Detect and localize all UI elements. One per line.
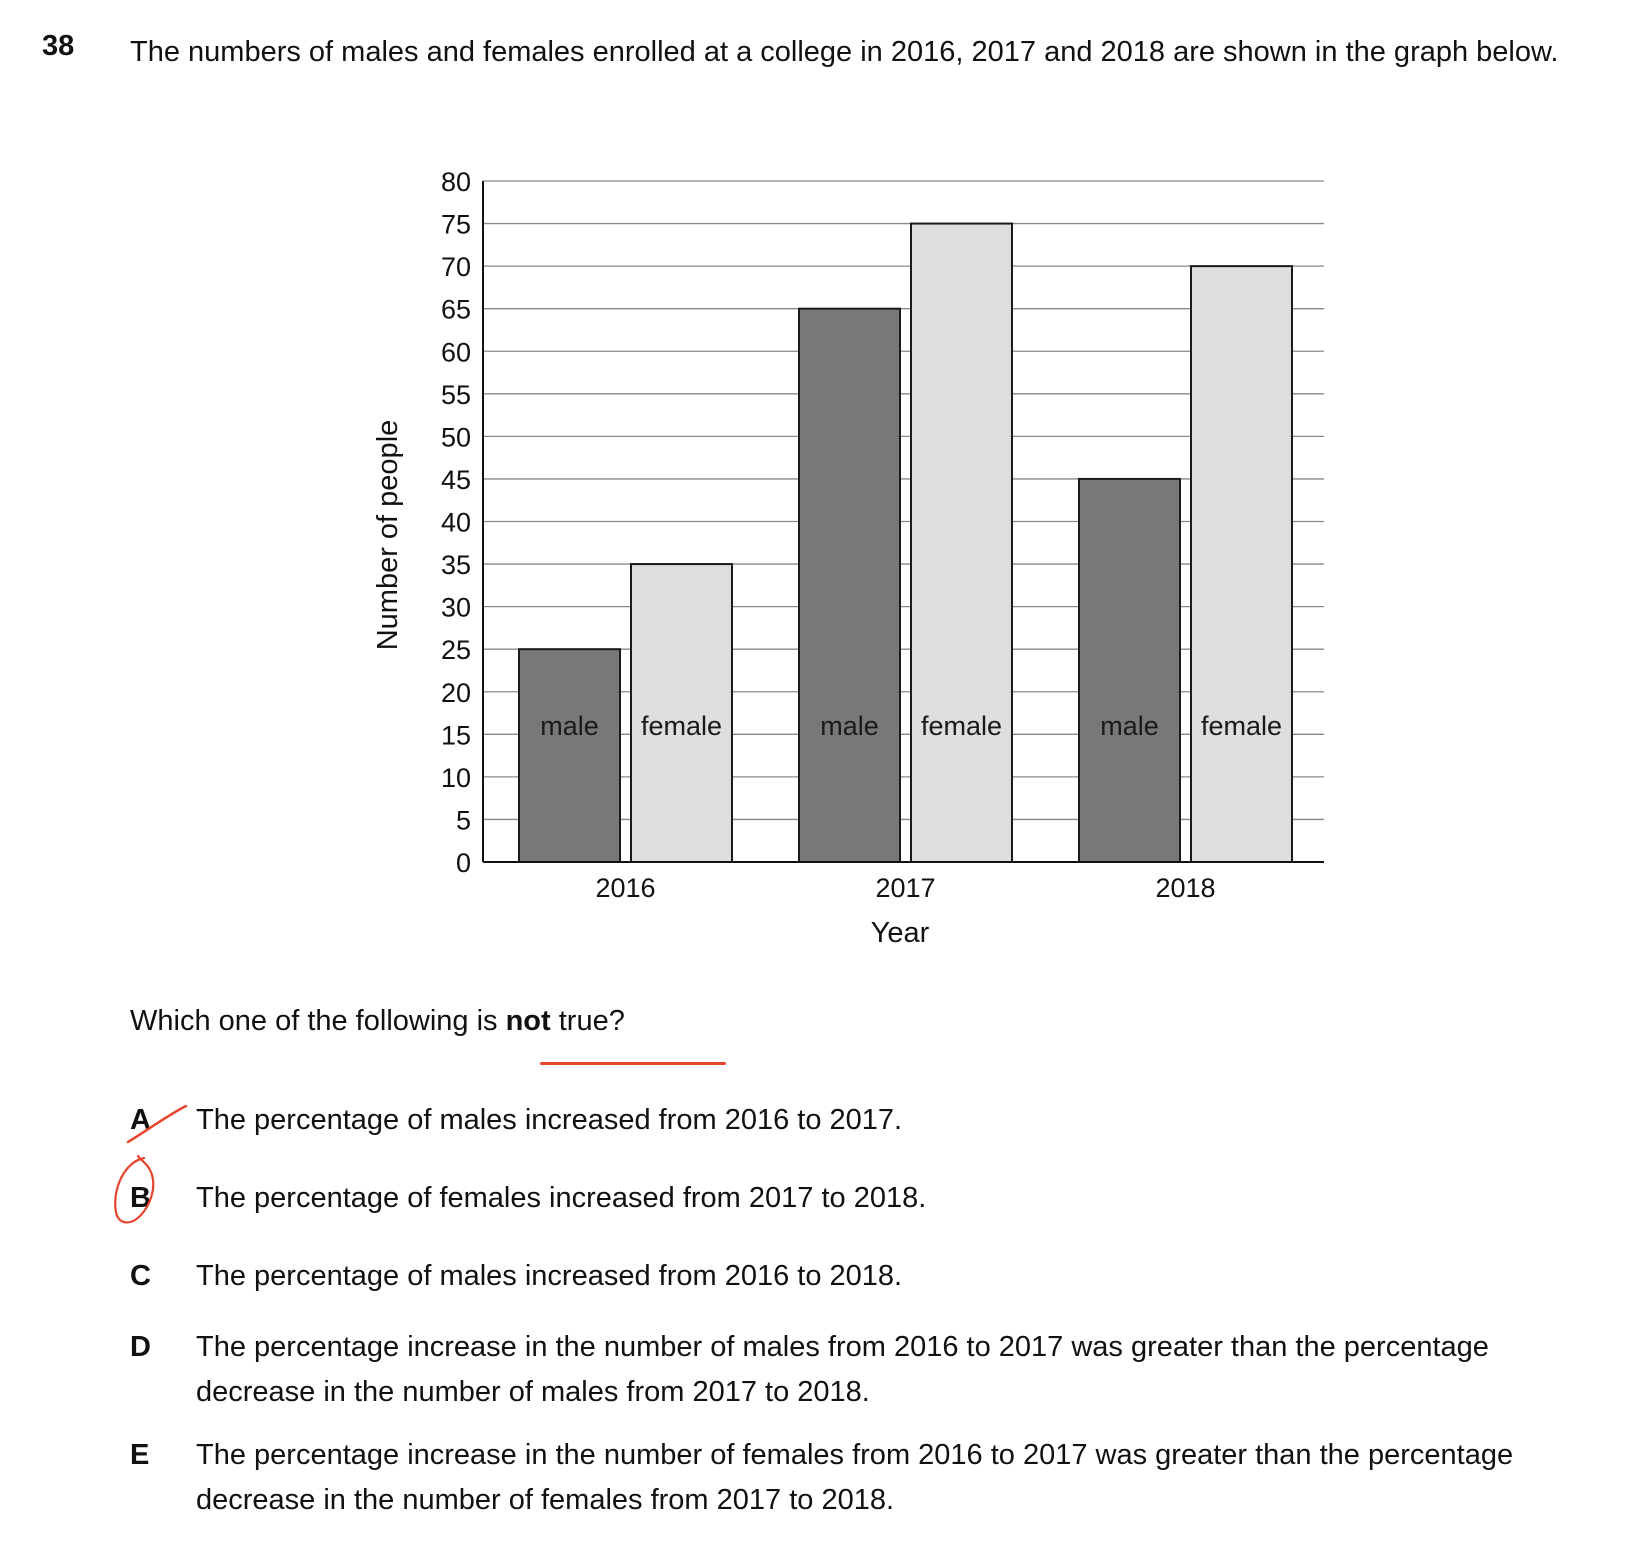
bar-label: male <box>820 711 879 741</box>
option-text: The percentage of females increased from 2017 to 2018. <box>196 1182 927 1214</box>
y-tick-label: 10 <box>440 762 471 793</box>
x-axis-label: Year <box>870 917 930 949</box>
option-text: The percentage of males increased from 2016 to 2018. <box>196 1260 903 1292</box>
y-tick-label: 15 <box>440 720 471 751</box>
option-text: The percentage increase in the number of males from 2016 to 2017 was greater than the percentage decrease in the number of males from 2017 to 2018. <box>196 1331 1489 1408</box>
y-tick-label: 50 <box>440 422 471 453</box>
option-letter: C <box>130 1260 151 1292</box>
y-tick-label: 5 <box>455 805 471 836</box>
bar-label: female <box>920 711 1003 741</box>
male-bar-2018 <box>1079 479 1180 862</box>
x-tick-label: 2018 <box>1155 873 1216 903</box>
circle-mark-icon <box>104 1150 174 1230</box>
y-tick-label: 35 <box>440 550 471 581</box>
y-tick-label: 70 <box>440 252 471 283</box>
question-number: 38 <box>42 30 75 62</box>
option-letter: A <box>130 1104 151 1136</box>
option-letter: E <box>130 1439 150 1471</box>
x-tick-label: 2017 <box>875 873 936 903</box>
y-tick-label: 65 <box>440 294 471 325</box>
option-letter: B <box>130 1182 151 1214</box>
red-underline-annotation <box>540 1062 726 1065</box>
y-axis-label: Number of people <box>372 419 404 651</box>
y-tick-label: 60 <box>440 337 471 368</box>
y-tick-label: 30 <box>440 592 471 623</box>
y-tick-label: 55 <box>440 379 471 410</box>
option-letter: D <box>130 1331 151 1363</box>
y-tick-label: 25 <box>440 635 471 666</box>
sub-prompt: Which one of the following is not true? <box>130 1005 625 1037</box>
bar-label: male <box>1100 711 1159 741</box>
male-bar-2016 <box>519 649 620 862</box>
y-tick-label: 0 <box>455 848 471 878</box>
female-bar-2018 <box>1191 266 1292 862</box>
female-bar-2017 <box>911 224 1012 862</box>
option-text: The percentage of males increased from 2016 to 2017. <box>196 1104 903 1136</box>
bar-label: female <box>640 711 723 741</box>
y-tick-label: 20 <box>440 677 471 708</box>
y-tick-label: 75 <box>440 209 471 240</box>
question-text: The numbers of males and females enrolled at a college in 2016, 2017 and 2018 are shown in the graph below. <box>130 36 1559 68</box>
y-tick-label: 40 <box>440 507 471 538</box>
male-bar-2017 <box>799 309 900 862</box>
y-tick-label: 45 <box>440 464 471 495</box>
bar-label: male <box>540 711 599 741</box>
option-text: The percentage increase in the number of females from 2016 to 2017 was greater than the percentage decrease in the number of females from 2017 to 2018. <box>196 1439 1514 1516</box>
y-tick-label: 80 <box>440 167 471 197</box>
bar-label: female <box>1200 711 1283 741</box>
x-tick-label: 2016 <box>595 873 656 903</box>
